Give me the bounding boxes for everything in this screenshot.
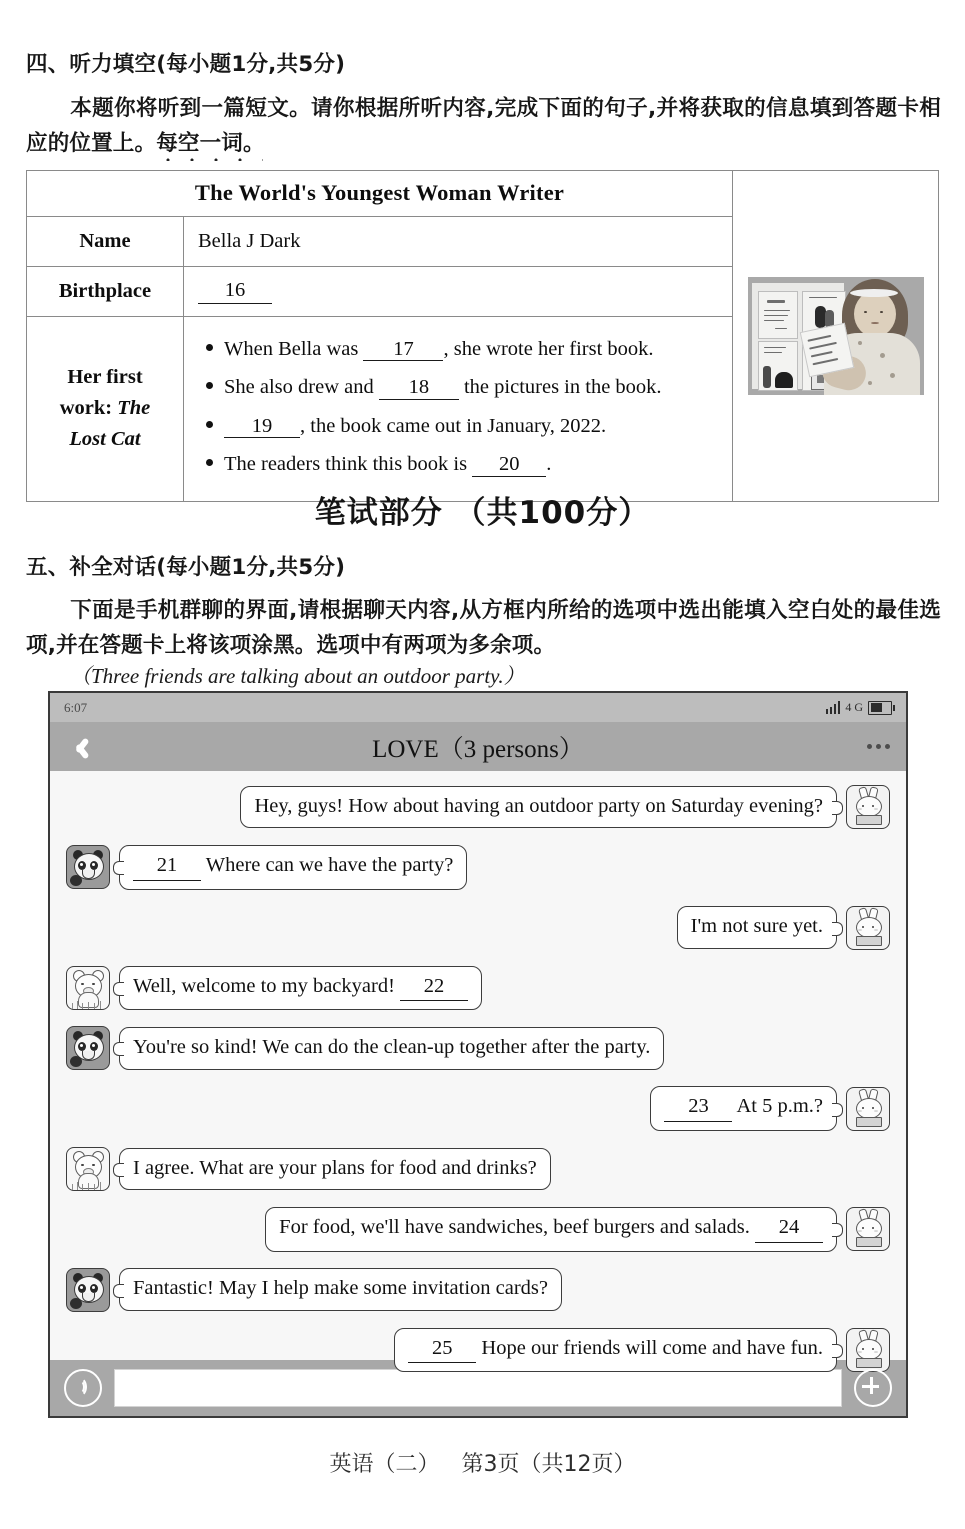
chat-bubble[interactable] (240, 786, 837, 829)
bullet-1-post: , she wrote her first book. (443, 337, 654, 360)
bullet-2-post: the pictures in the book. (458, 376, 662, 398)
bullet-4-post: . (546, 453, 552, 475)
chat-bubble[interactable] (119, 1148, 551, 1191)
battery-icon (868, 701, 892, 715)
list-item (204, 446, 732, 485)
status-clock: 6:07 (64, 699, 88, 715)
row-value-first-work (184, 316, 733, 501)
row-label-name: Name (27, 217, 184, 267)
row-label-birthplace: Birthplace (27, 266, 184, 316)
book-page-1 (758, 291, 798, 339)
written-part-heading: 笔试部分 （共100分） (314, 495, 651, 531)
section-4-instruction (26, 92, 941, 162)
bubble-text-pre: Fantastic! May I help make some invitation cards? (133, 1277, 549, 1300)
rabbit-avatar-icon (846, 906, 890, 950)
page-footer (0, 1447, 965, 1478)
row-label-first-work (27, 316, 184, 501)
first-work-title-part-2: Lost Cat (69, 427, 141, 450)
list-item (204, 331, 732, 370)
chat-bubble[interactable] (119, 1027, 664, 1070)
chat-bubble[interactable] (650, 1086, 837, 1131)
answer-blank-23[interactable]: 23 (664, 1094, 732, 1122)
network-label: 4 G (845, 700, 863, 714)
answer-blank-24[interactable]: 24 (755, 1215, 823, 1243)
chat-row (66, 1026, 890, 1070)
chat-row (66, 785, 890, 829)
section-5-instruction (26, 594, 941, 664)
list-item (204, 408, 732, 447)
row-value-birthplace (184, 266, 733, 316)
answer-blank-18[interactable]: 18 (379, 377, 459, 400)
phone-nav-bar (50, 722, 906, 771)
answer-blank-21[interactable]: 21 (133, 853, 201, 881)
footer-page-number: 第3页（共12页） (461, 1452, 636, 1477)
girl-held-card (799, 322, 854, 377)
bubble-text-pre: You're so kind! We can do the clean-up together after the party. (133, 1035, 651, 1058)
rabbit-avatar-icon (846, 1207, 890, 1251)
first-work-line-1: Her first (67, 366, 143, 389)
bear-avatar-icon (66, 966, 110, 1010)
bubble-text-pre: Hey, guys! How about having an outdoor party on Saturday evening? (254, 794, 823, 817)
rabbit-avatar-icon (846, 1328, 890, 1372)
chat-row (66, 1147, 890, 1191)
chat-bubble[interactable] (119, 966, 482, 1011)
chat-row (66, 1328, 890, 1373)
scene-note: （Three friends are talking about an outdoor party.） (70, 664, 525, 688)
answer-blank-22[interactable]: 22 (400, 974, 468, 1002)
section-4-instruction-emphasis: 每空一词。 (156, 130, 265, 156)
answer-blank-20[interactable]: 20 (472, 454, 546, 477)
plus-icon[interactable] (854, 1369, 892, 1407)
chat-bubble[interactable] (119, 845, 467, 890)
answer-blank-16[interactable]: 16 (198, 279, 272, 304)
rabbit-avatar-icon (846, 785, 890, 829)
chat-row (66, 1268, 890, 1312)
answer-blank-19[interactable]: 19 (224, 416, 300, 439)
voice-icon[interactable] (64, 1369, 102, 1407)
bear-avatar-icon (66, 1147, 110, 1191)
signal-bars-icon (826, 701, 841, 714)
chat-bubble[interactable] (677, 906, 837, 949)
book-page-3 (758, 341, 798, 391)
girl-holding-book-photo (748, 277, 924, 395)
first-work-title-part-1: The (117, 397, 151, 420)
more-dots-icon[interactable] (867, 744, 890, 749)
chat-bubble[interactable] (119, 1268, 562, 1311)
footer-subject: 英语（二） (329, 1452, 440, 1477)
bullet-2-pre: She also drew and (224, 376, 379, 398)
bullet-3-post: , the book came out in January, 2022. (300, 414, 607, 437)
chat-row (66, 966, 890, 1011)
chat-bubble[interactable] (265, 1207, 837, 1252)
message-input[interactable] (114, 1369, 842, 1407)
bubble-text-post: Where can we have the party? (201, 854, 454, 876)
listening-table (26, 170, 939, 502)
bubble-text-pre: I'm not sure yet. (690, 915, 823, 938)
chat-bubble[interactable] (394, 1328, 837, 1373)
first-work-line-2: work: (59, 397, 118, 420)
chat-message-list[interactable] (50, 771, 906, 1360)
chat-row (66, 845, 890, 890)
girl-headband (850, 289, 898, 297)
panda-avatar-icon (66, 1268, 110, 1312)
rabbit-avatar-icon (846, 1087, 890, 1131)
section-5-heading: 五、补全对话(每小题1分,共5分) (26, 555, 346, 580)
list-item (204, 369, 732, 408)
bubble-text-pre: Well, welcome to my backyard! (133, 974, 401, 997)
section-4-heading: 四、听力填空(每小题1分,共5分) (26, 52, 346, 77)
row-value-name: Bella J Dark (184, 217, 733, 267)
section-4-instruction-text: 本题你将听到一篇短文。请你根据所听内容,完成下面的句子,并将获取的信息填到答题卡相应的位置上。 (26, 96, 941, 156)
bullet-1-pre: When Bella was (224, 337, 364, 360)
chat-row (66, 1207, 890, 1252)
section-5-instruction-text: 下面是手机群聊的界面,请根据聊天内容,从方框内所给的选项中选出能填入空白处的最佳选项,并在答题卡上将该项涂黑。选项中有两项为多余项。 (26, 598, 941, 658)
panda-avatar-icon (66, 1026, 110, 1070)
chat-row (66, 906, 890, 950)
first-work-bullet-list (188, 325, 732, 493)
panda-avatar-icon (66, 845, 110, 889)
girl-face (854, 291, 896, 337)
bullet-4-pre: The readers think this book is (224, 453, 473, 475)
chat-row (66, 1086, 890, 1131)
answer-blank-17[interactable]: 17 (363, 339, 443, 362)
table-row-title (27, 171, 939, 217)
phone-chat-mockup (48, 691, 908, 1418)
table-photo-cell (733, 171, 939, 502)
bubble-text-pre: For food, we'll have sandwiches, beef burgers and salads. (279, 1215, 755, 1238)
chat-title: LOVE（3 persons） (372, 735, 584, 763)
status-indicators (826, 700, 892, 715)
phone-status-bar (50, 693, 906, 722)
table-title: The World's Youngest Woman Writer (27, 171, 733, 217)
bubble-text-post: At 5 p.m.? (732, 1095, 823, 1118)
bubble-text-post: Hope our friends will come and have fun. (476, 1336, 823, 1359)
answer-blank-25[interactable]: 25 (408, 1336, 476, 1364)
bubble-text-pre: I agree. What are your plans for food and drinks? (133, 1156, 537, 1179)
